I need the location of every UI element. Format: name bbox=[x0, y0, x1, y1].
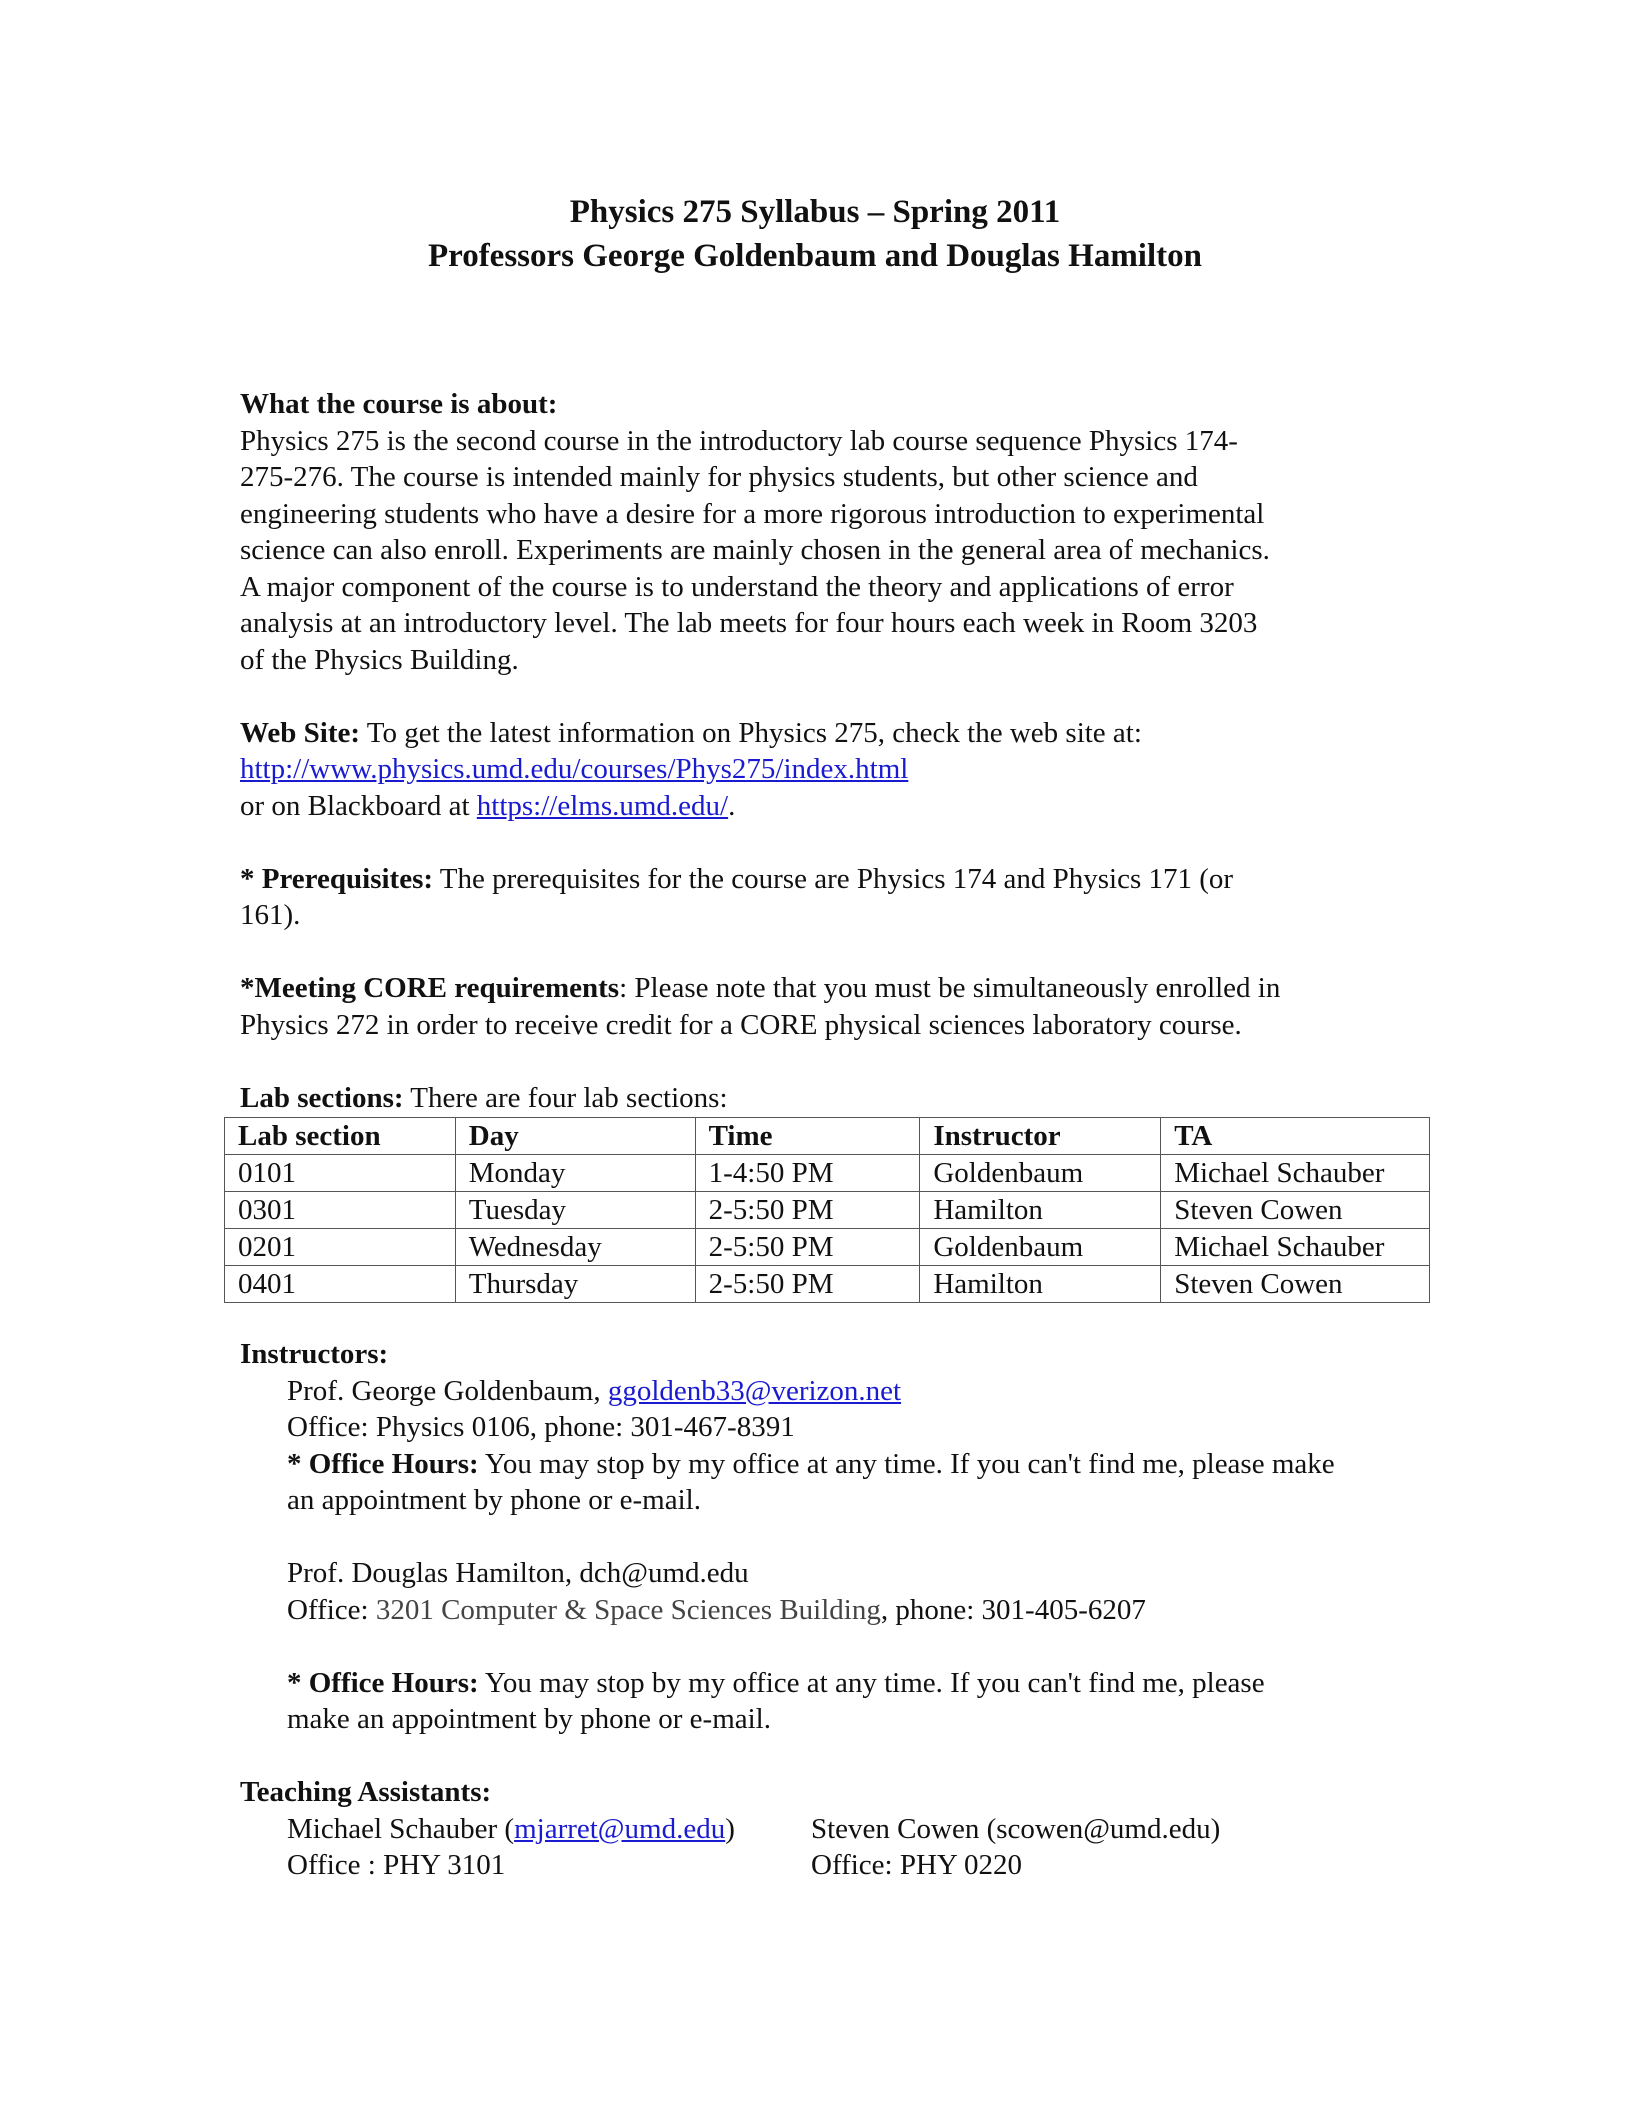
table-cell: 0301 bbox=[225, 1192, 456, 1229]
labs-intro bbox=[240, 1080, 1500, 1117]
table-cell: Steven Cowen bbox=[1161, 1266, 1430, 1303]
title-line-2: Professors George Goldenbaum and Douglas Hamilton bbox=[427, 238, 1202, 274]
about-heading: What the course is about: bbox=[240, 388, 558, 420]
ta1-name: Michael Schauber ( bbox=[287, 1812, 515, 1845]
table-cell: Goldenbaum bbox=[920, 1229, 1161, 1266]
table-row bbox=[225, 1229, 1430, 1266]
table-cell: Michael Schauber bbox=[1161, 1155, 1430, 1192]
table-cell: 2-5:50 PM bbox=[695, 1229, 920, 1266]
about-line: 275-276. The course is intended mainly for physics students, but other science and bbox=[240, 461, 1198, 493]
column-header: Day bbox=[455, 1118, 695, 1155]
ta-cowen bbox=[811, 1811, 1220, 1884]
blackboard-link[interactable]: https://elms.umd.edu/ bbox=[476, 789, 729, 822]
instructors-heading: Instructors: bbox=[240, 1338, 389, 1370]
table-cell: 1-4:50 PM bbox=[695, 1155, 920, 1192]
tas-heading: Teaching Assistants: bbox=[240, 1776, 492, 1808]
labs-label: Lab sections: bbox=[240, 1081, 404, 1114]
about-line: science can also enroll. Experiments are mainly chosen in the general area of mechanics. bbox=[240, 534, 1270, 566]
prof1-hours-text: You may stop by my office at any time. If you can't find me, please make bbox=[478, 1447, 1335, 1480]
table-cell: 2-5:50 PM bbox=[695, 1266, 920, 1303]
table-cell: Hamilton bbox=[920, 1266, 1161, 1303]
table-row bbox=[225, 1155, 1430, 1192]
prof1-office: Office: Physics 0106, phone: 301-467-8391 bbox=[287, 1411, 795, 1443]
syllabus-body bbox=[240, 386, 1500, 1116]
prof2-hours-text-2: make an appointment by phone or e-mail. bbox=[287, 1703, 771, 1735]
website-line bbox=[240, 715, 1500, 752]
table-cell: Thursday bbox=[455, 1266, 695, 1303]
prof1-email-link[interactable]: ggoldenb33@verizon.net bbox=[607, 1374, 902, 1407]
table-cell: Hamilton bbox=[920, 1192, 1161, 1229]
title-line-1: Physics 275 Syllabus – Spring 2011 bbox=[569, 194, 1061, 230]
ta1-close: ) bbox=[725, 1812, 735, 1845]
teaching-assistants bbox=[287, 1811, 1500, 1884]
labs-text: There are four lab sections: bbox=[403, 1081, 728, 1114]
ta2-office: Office: PHY 0220 bbox=[811, 1849, 1023, 1881]
core-text-1: : Please note that you must be simultaneously enrolled in bbox=[619, 972, 1281, 1004]
column-header: TA bbox=[1161, 1118, 1430, 1155]
table-cell: Michael Schauber bbox=[1161, 1229, 1430, 1266]
ta-schauber bbox=[287, 1811, 811, 1884]
core-text-2: Physics 272 in order to receive credit for a CORE physical sciences laboratory course. bbox=[240, 1008, 1242, 1041]
about-line: A major component of the course is to understand the theory and applications of error bbox=[240, 570, 1234, 603]
column-header: Lab section bbox=[225, 1118, 456, 1155]
website-label: Web Site: bbox=[240, 716, 361, 749]
prof2-hours-text: You may stop by my office at any time. If you can't find me, please bbox=[478, 1666, 1265, 1699]
prof2-office-phone: , phone: 301-405-6207 bbox=[880, 1593, 1146, 1626]
blackboard-suffix: . bbox=[728, 789, 736, 822]
course-website-link[interactable]: http://www.physics.umd.edu/courses/Phys275/index.html bbox=[240, 753, 909, 785]
prereq-text-1: The prerequisites for the course are Physics 174 and Physics 171 (or bbox=[433, 862, 1234, 895]
table-cell: Steven Cowen bbox=[1161, 1192, 1430, 1229]
people-section bbox=[240, 1336, 1500, 1884]
table-cell: Tuesday bbox=[455, 1192, 695, 1229]
about-line: engineering students who have a desire for a more rigorous introduction to experimental bbox=[240, 497, 1265, 530]
prof1-name: Prof. George Goldenbaum, bbox=[287, 1374, 608, 1407]
core-label: *Meeting CORE requirements bbox=[240, 972, 620, 1004]
prof2-hours-label: * Office Hours: bbox=[287, 1666, 479, 1699]
prof2-office-building: 3201 Computer & Space Sciences Building bbox=[375, 1593, 881, 1626]
blackboard-line bbox=[240, 788, 1500, 825]
about-line: analysis at an introductory level. The lab meets for four hours each week in Room 3203 bbox=[240, 607, 1258, 639]
prof2-office-prefix: Office: bbox=[287, 1593, 376, 1626]
table-cell: 0201 bbox=[225, 1229, 456, 1266]
table-header-row bbox=[225, 1118, 1430, 1155]
about-line: Physics 275 is the second course in the introductory lab course sequence Physics 174- bbox=[240, 424, 1238, 457]
table-cell: 0401 bbox=[225, 1266, 456, 1303]
website-text: To get the latest information on Physics 275, check the web site at: bbox=[360, 716, 1142, 749]
table-cell: Goldenbaum bbox=[920, 1155, 1161, 1192]
column-header: Instructor bbox=[920, 1118, 1161, 1155]
blackboard-prefix: or on Blackboard at bbox=[240, 789, 477, 822]
table-cell: Monday bbox=[455, 1155, 695, 1192]
table-row bbox=[225, 1266, 1430, 1303]
about-line: of the Physics Building. bbox=[240, 643, 519, 676]
table-cell: Wednesday bbox=[455, 1229, 695, 1266]
table-cell: 0101 bbox=[225, 1155, 456, 1192]
prereq-label: * Prerequisites: bbox=[240, 862, 434, 895]
prereq-text-2: 161). bbox=[240, 899, 301, 931]
prereq-line bbox=[240, 861, 1500, 898]
prof2-name: Prof. Douglas Hamilton, dch@umd.edu bbox=[287, 1557, 749, 1589]
prof1-hours-text-2: an appointment by phone or e-mail. bbox=[287, 1484, 701, 1516]
prof1-hours-label: * Office Hours: bbox=[287, 1447, 479, 1480]
column-header: Time bbox=[695, 1118, 920, 1155]
core-line bbox=[240, 970, 1500, 1007]
ta1-office: Office : PHY 3101 bbox=[287, 1849, 506, 1881]
ta2-name: Steven Cowen (scowen@umd.edu) bbox=[811, 1812, 1221, 1845]
table-row bbox=[225, 1192, 1430, 1229]
lab-sections-table bbox=[224, 1117, 1430, 1303]
ta1-email-link[interactable]: mjarret@umd.edu bbox=[514, 1812, 726, 1845]
table-cell: 2-5:50 PM bbox=[695, 1192, 920, 1229]
instructor-goldenbaum bbox=[287, 1373, 1500, 1738]
